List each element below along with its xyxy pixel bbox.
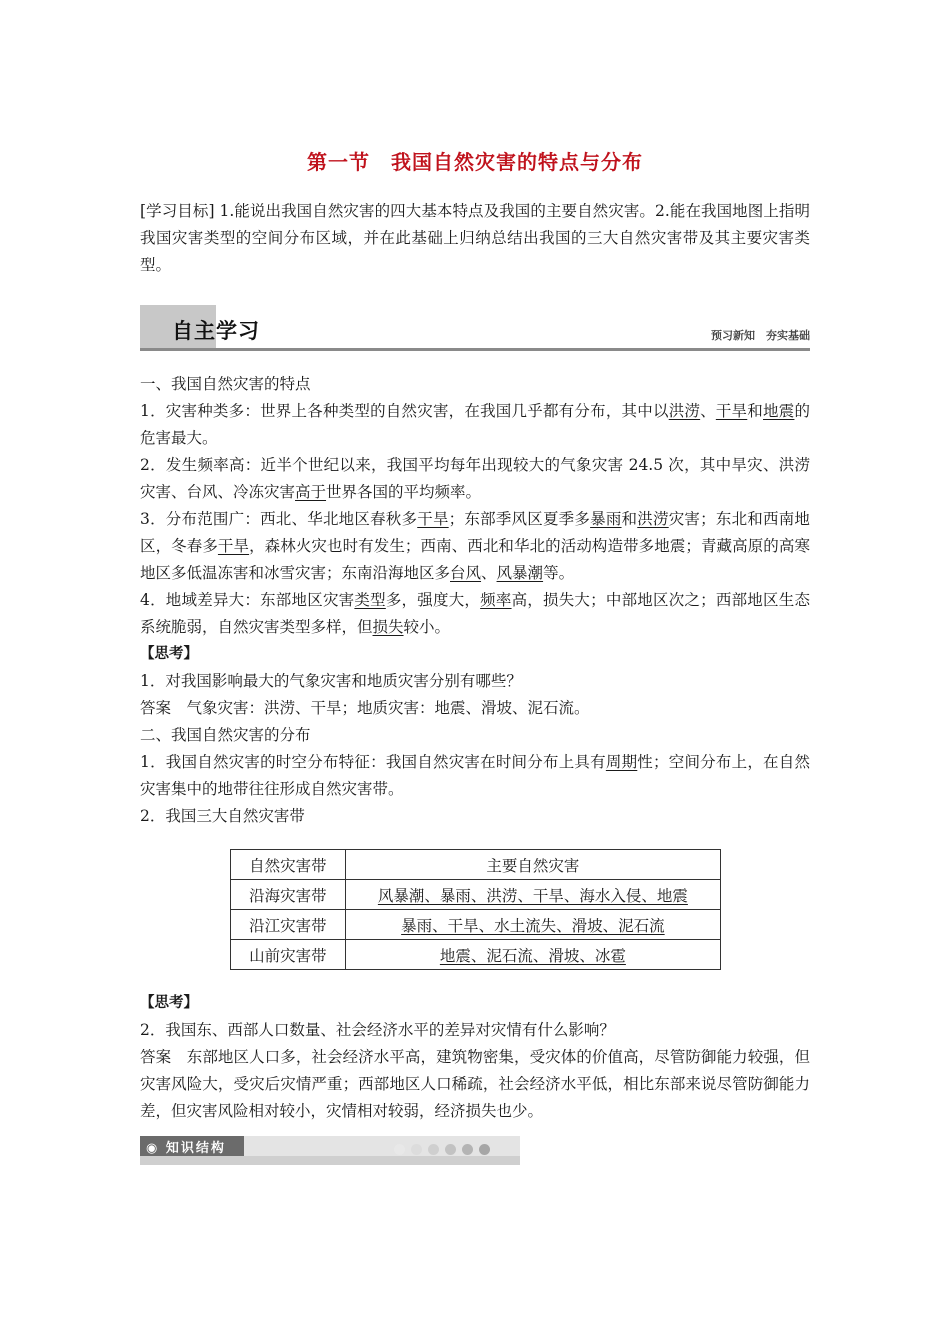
learning-goals (140, 198, 810, 279)
knowledge-structure-bar (140, 1136, 520, 1166)
part1-p1: 1．灾害种类多：世界上各种类型的自然灾害，在我国几乎都有分布，其中以洪涝、干旱和地震的危害最大。 (140, 402, 810, 447)
table-row (231, 940, 721, 970)
knowledge-label: ◉ 知识结构 (146, 1141, 226, 1156)
part2-heading: 二、我国自然灾害的分布 (140, 726, 311, 744)
think1-question: 1．对我国影响最大的气象灾害和地质灾害分别有哪些？ (140, 672, 522, 690)
table-row (231, 910, 721, 940)
table-cell: 沿海灾害带 (231, 880, 346, 910)
section-header (140, 305, 810, 351)
page-title: 第一节 我国自然灾害的特点与分布 (307, 150, 643, 174)
hazard-belt-table (230, 849, 721, 970)
table-cell: 地震、泥石流、滑坡、冰雹 (345, 940, 720, 970)
table-cell: 风暴潮、暴雨、洪涝、干旱、海水入侵、地震 (345, 880, 720, 910)
section-divider (140, 348, 810, 351)
part2-p2: 2．我国三大自然灾害带 (140, 807, 305, 825)
goal-tag: [学习目标] (140, 202, 215, 220)
part2-p1: 1．我国自然灾害的时空分布特征：我国自然灾害在时间分布上具有周期性；空间分布上，在自然灾害集中的地带往往形成自然灾害带。 (140, 753, 810, 798)
table-cell: 沿江灾害带 (231, 910, 346, 940)
part1-p3: 3．分布范围广：西北、华北地区春秋多干旱；东部季风区夏季多暴雨和洪涝灾害；东北和西南地区，冬春多干旱，森林火灾也时有发生；西南、西北和华北的活动构造带多地震；青藏高原的高寒地区多低温冻害和冰雪灾害；东南沿海地区多台风、风暴潮等。 (140, 510, 810, 582)
section-subtitle: 预习新知 夯实基础 (711, 329, 810, 342)
think2-block (140, 990, 810, 1125)
think2-question: 2．我国东、西部人口数量、社会经济水平的差异对灾情有什么影响？ (140, 1021, 615, 1039)
dot-icon (462, 1144, 473, 1155)
think2-answer: 答案 东部地区人口多，社会经济水平高，建筑物密集，受灾体的价值高，尽管防御能力较强，但灾害风险大，受灾后灾情严重；西部地区人口稀疏，社会经济水平低，相比东部来说尽管防御能力差，但灾害风险相对较小，灾情相对较弱，经济损失也少。 (140, 1048, 810, 1120)
part1-p2: 2．发生频率高：近半个世纪以来，我国平均每年出现较大的气象灾害 24.5 次，其中旱灾、洪涝灾害、台风、冷冻灾害高于世界各国的平均频率。 (140, 456, 810, 501)
table-cell: 暴雨、干旱、水土流失、滑坡、泥石流 (345, 910, 720, 940)
section-label: 自主学习 (172, 319, 260, 343)
think1-tag: 【思考】 (140, 646, 198, 662)
table-header-row (231, 850, 721, 880)
part1-p4: 4．地域差异大：东部地区灾害类型多，强度大，频率高，损失大；中部地区次之；西部地区生态系统脆弱，自然灾害类型多样，但损失较小。 (140, 591, 810, 636)
goal-text: 1.能说出我国自然灾害的四大基本特点及我国的主要自然灾害。2.能在我国地图上指明我国灾害类型的空间分布区域，并在此基础上归纳总结出我国的三大自然灾害带及其主要灾害类型。 (140, 202, 810, 274)
dot-icon (394, 1144, 405, 1155)
dot-icon (445, 1144, 456, 1155)
dot-icon (428, 1144, 439, 1155)
table-cell: 山前灾害带 (231, 940, 346, 970)
table-header-cell: 自然灾害带 (231, 850, 346, 880)
think1-answer: 答案 气象灾害：洪涝、干旱；地质灾害：地震、滑坡、泥石流。 (140, 699, 590, 717)
part1-heading: 一、我国自然灾害的特点 (140, 375, 311, 393)
table-header-cell: 主要自然灾害 (345, 850, 720, 880)
dot-icon (411, 1144, 422, 1155)
think2-tag: 【思考】 (140, 995, 198, 1011)
table-row (231, 880, 721, 910)
decorative-dots (394, 1140, 496, 1159)
main-content (140, 371, 810, 830)
dot-icon (479, 1144, 490, 1155)
